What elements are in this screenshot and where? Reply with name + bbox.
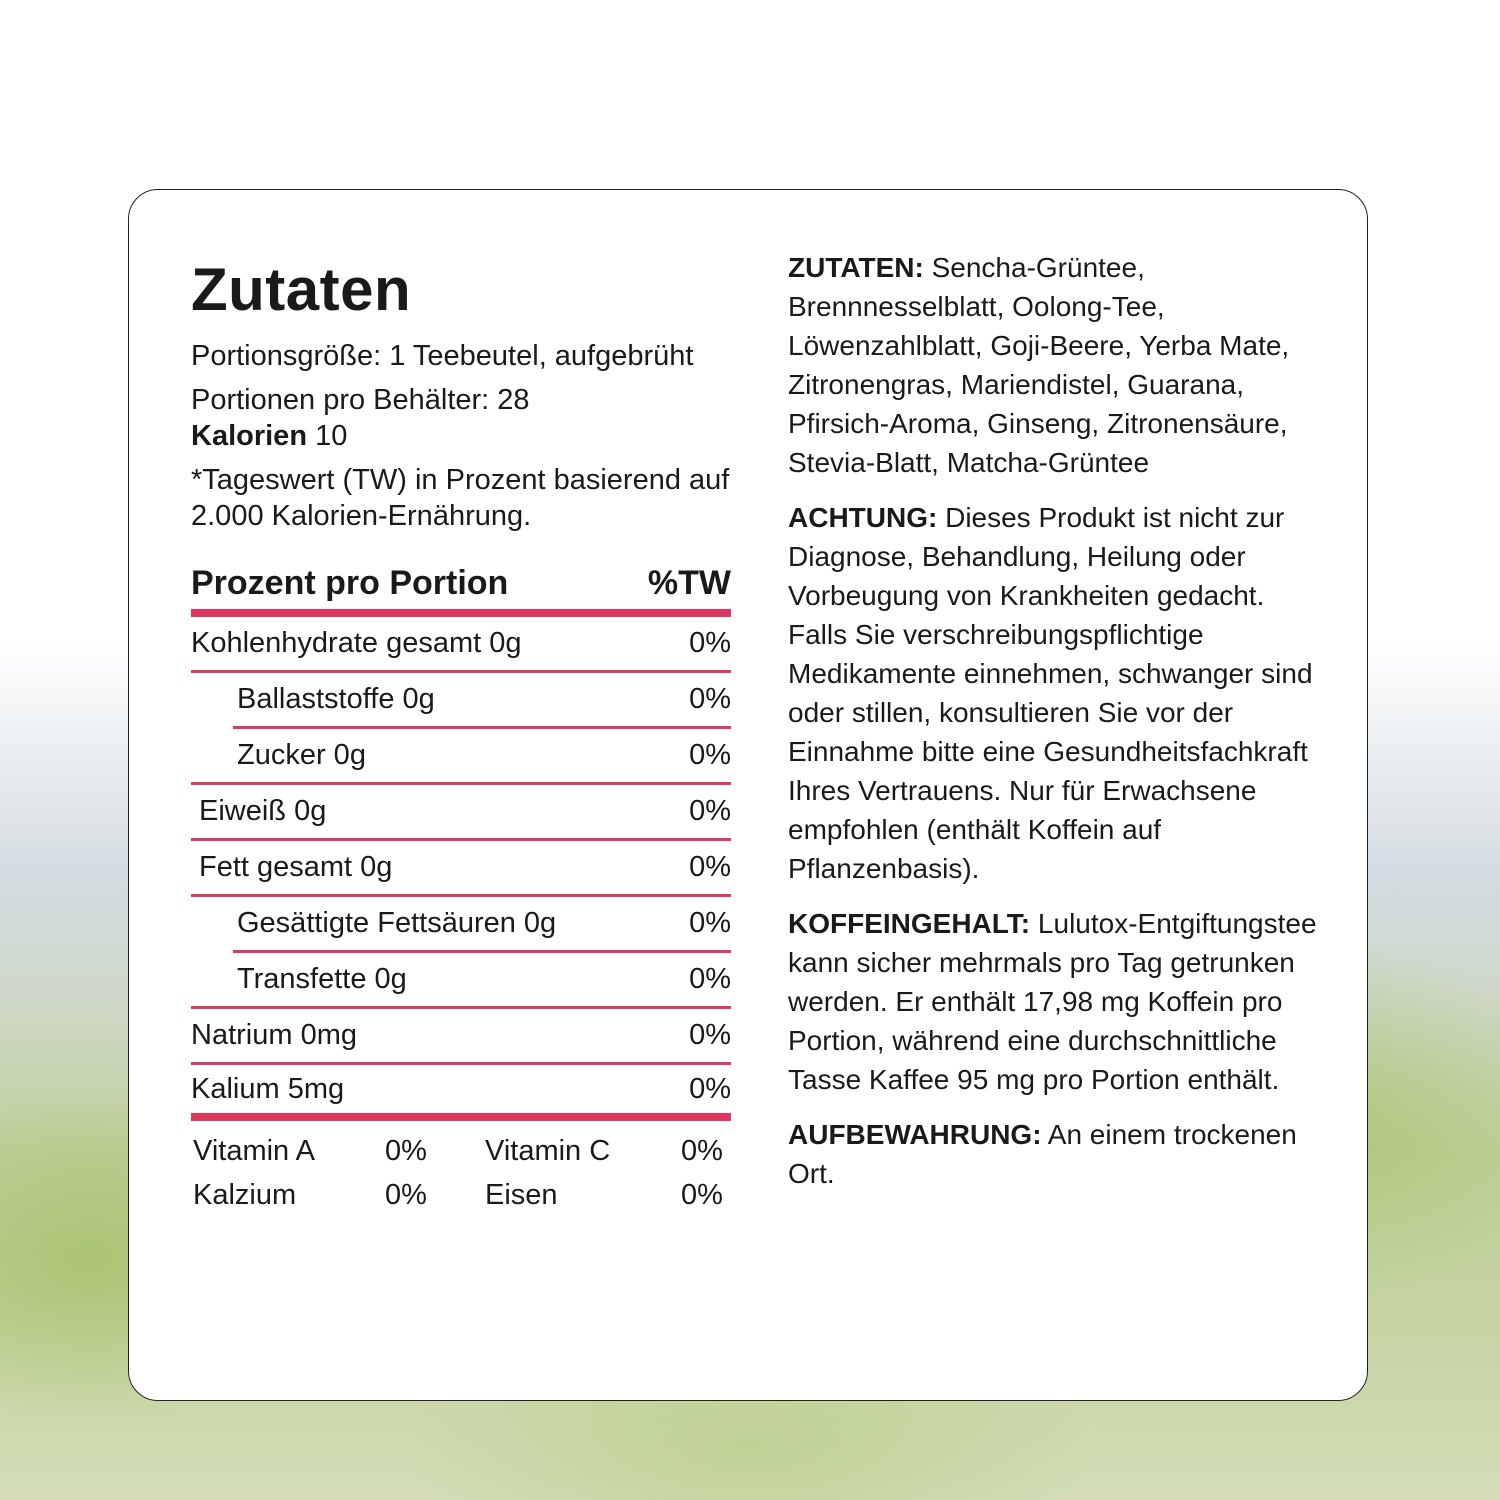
calories-label: Kalorien — [191, 420, 308, 452]
table-row — [191, 1009, 731, 1065]
table-row — [191, 617, 731, 673]
ingredients-text: Sencha-Grüntee, Brennnesselblatt, Oolong-Tee, Löwenzahlblatt, Goji-Beere, Yerba Mate, Zitronengras, Mariendistel, Guarana, Pfirsich-Aroma, Ginseng, Zitronensäure, Stevia-Blatt, Matcha-Grüntee — [788, 252, 1290, 478]
row-label: Kalium 5mg — [191, 1072, 345, 1105]
row-value: 0% — [689, 1019, 731, 1051]
ingredients-label: ZUTATEN: — [788, 252, 924, 283]
table-row — [191, 953, 731, 1009]
storage-label: AUFBEWAHRUNG: — [788, 1119, 1042, 1150]
row-value: 0% — [689, 963, 731, 995]
vitamin-value: 0% — [681, 1179, 723, 1211]
table-row — [233, 897, 731, 953]
vitamin-label: Kalzium — [193, 1179, 297, 1211]
daily-value-note: *Tageswert (TW) in Prozent basierend auf 2.000 Kalorien-Ernährung. — [191, 464, 730, 532]
vitamin-value: 0% — [385, 1135, 427, 1167]
row-label: Transfette 0g — [237, 963, 407, 995]
table-row — [191, 729, 731, 785]
row-label: Natrium 0mg — [191, 1019, 357, 1051]
row-label: Fett gesamt 0g — [199, 851, 393, 883]
row-label: Kohlenhydrate gesamt 0g — [191, 627, 522, 659]
table-header-dv: %TW — [647, 564, 731, 602]
row-value: 0% — [689, 1072, 731, 1105]
caffeine-label: KOFFEINGEHALT: — [788, 908, 1031, 939]
row-value: 0% — [689, 739, 731, 771]
calories — [191, 418, 731, 454]
table-row — [233, 673, 731, 729]
table-row — [191, 785, 731, 841]
row-label: Ballaststoffe 0g — [237, 683, 435, 715]
caffeine-section — [788, 904, 1323, 1099]
vitamins-grid — [191, 1129, 731, 1217]
caffeine-text: Lulutox-Entgiftungstee kann sicher mehrmals pro Tag getrunken werden. Er enthält 17,98 mg Koffein pro Portion, während eine durchschnittliche Tasse Kaffee 95 mg pro Portion enthält. — [788, 908, 1317, 1095]
vitamin-label: Vitamin C — [485, 1135, 611, 1167]
row-value: 0% — [689, 683, 731, 715]
warning-section — [788, 498, 1323, 888]
vitamin-value: 0% — [385, 1179, 427, 1211]
nutrition-card — [128, 189, 1368, 1401]
nutrition-panel — [191, 256, 731, 1217]
table-header-label: Prozent pro Portion — [191, 564, 509, 602]
row-label: Gesättigte Fettsäuren 0g — [237, 907, 557, 939]
vitamin-value: 0% — [681, 1135, 723, 1167]
servings-per-container: Portionen pro Behälter: 28 — [191, 384, 530, 416]
page-title: Zutaten — [191, 256, 412, 323]
storage-section — [788, 1115, 1323, 1193]
row-value: 0% — [689, 851, 731, 883]
ingredients-section — [788, 248, 1323, 482]
warning-label: ACHTUNG: — [788, 502, 938, 533]
serving-size: Portionsgröße: 1 Teebeutel, aufgebrüht — [191, 340, 694, 372]
calories-value: 10 — [315, 420, 348, 452]
warning-text: Dieses Produkt ist nicht zur Diagnose, Behandlung, Heilung oder Vorbeugung von Krankheiten gedacht. Falls Sie verschreibungspflichtige Medikamente einnehmen, schwanger sind oder stillen, konsultieren Sie vor der Einnahme bitte eine Gesundheitsfachkraft Ihres Vertrauens. Nur für Erwachsene empfohlen (enthält Koffein auf Pflanzenbasis). — [788, 502, 1313, 884]
row-value: 0% — [689, 795, 731, 827]
nutrition-table-header — [191, 564, 731, 617]
row-value: 0% — [689, 627, 731, 659]
info-panel — [788, 248, 1323, 1209]
storage-text: An einem trockenen Ort. — [788, 1119, 1297, 1189]
vitamin-label: Vitamin A — [193, 1135, 315, 1167]
table-row — [191, 841, 731, 897]
row-value: 0% — [689, 907, 731, 939]
row-label: Eiweiß 0g — [199, 795, 327, 827]
row-label: Zucker 0g — [237, 739, 366, 771]
table-row — [191, 1065, 731, 1121]
vitamin-label: Eisen — [485, 1179, 558, 1211]
